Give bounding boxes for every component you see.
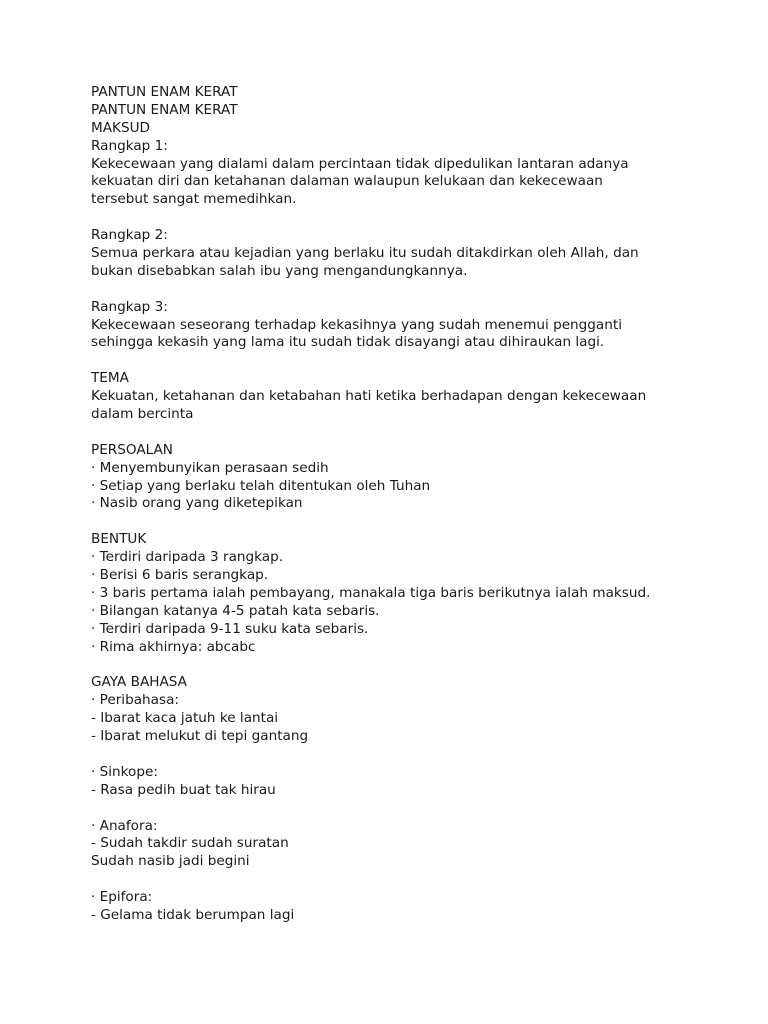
text-line: - Gelama tidak berumpan lagi bbox=[91, 906, 295, 923]
text-line: - Ibarat kaca jatuh ke lantai bbox=[91, 710, 279, 727]
text-line: Kekecewaan yang dialami dalam percintaan tidak dipedulikan lantaran adanya bbox=[91, 155, 629, 172]
text-line: sehingga kekasih yang lama itu sudah tidak disayangi atau dihiraukan lagi. bbox=[91, 334, 605, 351]
text-line: PANTUN ENAM KERAT bbox=[91, 84, 238, 100]
text-line: · Epifora: bbox=[91, 889, 153, 906]
text-line: Semua perkara atau kejadian yang berlaku itu sudah ditakdirkan oleh Allah, dan bbox=[91, 245, 639, 262]
text-line: kekuatan diri dan ketahanan dalaman walaupun kelukaan dan kekecewaan bbox=[91, 173, 603, 190]
text-line: TEMA bbox=[91, 370, 129, 387]
blank-line bbox=[91, 657, 731, 675]
text-line: bukan disebabkan salah ibu yang mengandungkannya. bbox=[91, 262, 468, 279]
text-line: · Nasib orang yang diketepikan bbox=[91, 495, 303, 512]
blank-line bbox=[91, 746, 731, 764]
text-line: dalam bercinta bbox=[91, 406, 194, 423]
text-line: Sudah nasib jadi begini bbox=[91, 853, 250, 870]
text-line: MAKSUD bbox=[91, 119, 150, 136]
blank-line bbox=[91, 513, 731, 531]
blank-line bbox=[91, 209, 731, 227]
text-line: · Terdiri daripada 3 rangkap. bbox=[91, 549, 284, 566]
text-line: GAYA BAHASA bbox=[91, 674, 187, 691]
document-body bbox=[91, 84, 731, 925]
text-line: Rangkap 1: bbox=[91, 137, 168, 154]
text-line: · Menyembunyikan perasaan sedih bbox=[91, 459, 329, 476]
text-line: · Peribahasa: bbox=[91, 692, 179, 709]
text-line: tersebut sangat memedihkan. bbox=[91, 191, 297, 208]
blank-line bbox=[91, 871, 731, 889]
text-line: · Bilangan katanya 4-5 patah kata sebaris. bbox=[91, 602, 380, 619]
text-line: · Berisi 6 baris serangkap. bbox=[91, 567, 269, 584]
blank-line bbox=[91, 424, 731, 442]
text-line: Rangkap 2: bbox=[91, 227, 168, 244]
text-line: - Rasa pedih buat tak hirau bbox=[91, 781, 276, 798]
text-line: Kekuatan, ketahanan dan ketabahan hati ketika berhadapan dengan kekecewaan bbox=[91, 388, 647, 405]
text-line: · Sinkope: bbox=[91, 763, 158, 780]
text-line: Kekecewaan seseorang terhadap kekasihnya yang sudah menemui pengganti bbox=[91, 316, 622, 333]
text-line: · 3 baris pertama ialah pembayang, manakala tiga baris berikutnya ialah maksud. bbox=[91, 584, 651, 601]
text-line: Rangkap 3: bbox=[91, 298, 168, 315]
text-line: · Anafora: bbox=[91, 817, 158, 834]
text-line: · Setiap yang berlaku telah ditentukan oleh Tuhan bbox=[91, 477, 431, 494]
blank-line bbox=[91, 281, 731, 299]
text-line: · Terdiri daripada 9-11 suku kata sebaris. bbox=[91, 620, 369, 637]
blank-line bbox=[91, 352, 731, 370]
text-line: PANTUN ENAM KERAT bbox=[91, 101, 238, 118]
text-line: - Sudah takdir sudah suratan bbox=[91, 835, 289, 852]
text-line: · Rima akhirnya: abcabc bbox=[91, 638, 256, 655]
text-line: BENTUK bbox=[91, 531, 147, 548]
blank-line bbox=[91, 800, 731, 818]
text-line: PERSOALAN bbox=[91, 441, 173, 458]
text-line: - Ibarat melukut di tepi gantang bbox=[91, 728, 309, 745]
